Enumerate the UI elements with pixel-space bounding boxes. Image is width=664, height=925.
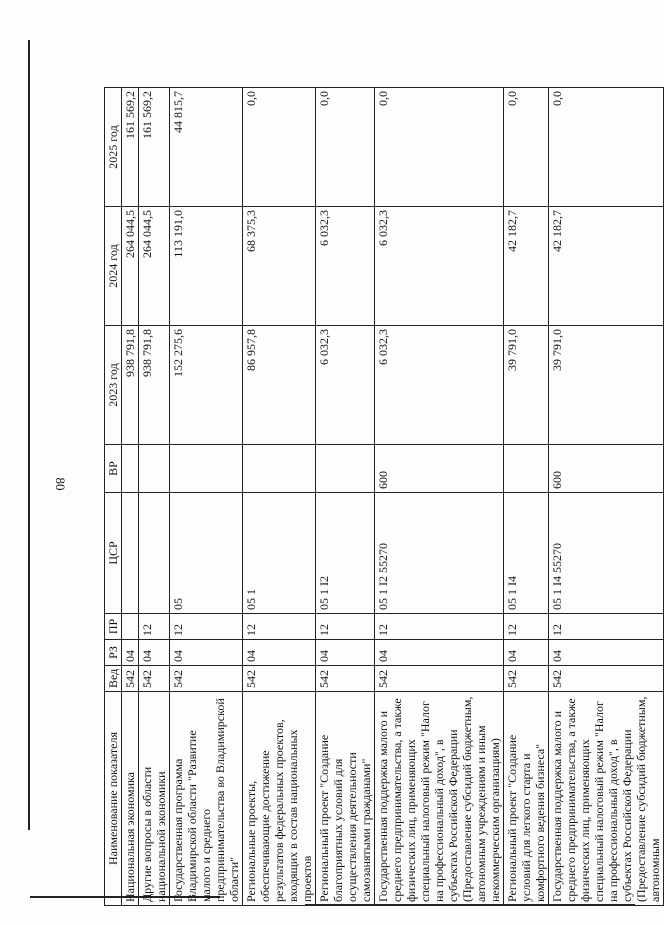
table-row xyxy=(122,88,139,906)
row-vr: 600 xyxy=(375,445,504,493)
row-2024: 42 182,7 xyxy=(504,207,549,326)
table-row xyxy=(139,88,170,906)
table-row xyxy=(170,88,243,906)
header-row xyxy=(105,88,122,906)
row-ved: 542 xyxy=(504,666,549,692)
row-rz: 04 xyxy=(316,640,375,666)
row-vr xyxy=(170,445,243,493)
row-2025: 44 815,7 xyxy=(170,88,243,207)
row-vr xyxy=(504,445,549,493)
row-name: Региональные проекты, обеспечивающие достижение результатов федеральных проектов, входящих в состав национальных проектов xyxy=(243,692,316,906)
table-row xyxy=(316,88,375,906)
row-2023: 6 032,3 xyxy=(316,326,375,445)
header-pr: ПР xyxy=(105,614,122,640)
row-rz: 04 xyxy=(504,640,549,666)
header-2023: 2023 год xyxy=(105,326,122,445)
row-rz: 04 xyxy=(170,640,243,666)
header-csr: ЦСР xyxy=(105,493,122,614)
scan-edge-left xyxy=(28,40,30,830)
row-ved: 542 xyxy=(122,666,139,692)
row-ved: 542 xyxy=(375,666,504,692)
row-2025: 0,0 xyxy=(316,88,375,207)
row-2024: 6 032,3 xyxy=(316,207,375,326)
row-csr xyxy=(122,493,139,614)
row-2024: 264 044,5 xyxy=(139,207,170,326)
row-vr xyxy=(316,445,375,493)
row-rz: 04 xyxy=(549,640,664,666)
row-name: Государственная поддержка малого и среднего предпринимательства, а также физических лиц, применяющих специальный налоговый режим "Налог на профессиональный доход", в субъектах Российской Федерации (Предоставление субсидий бюджетным, автономным xyxy=(549,692,664,906)
row-pr: 12 xyxy=(316,614,375,640)
row-2023: 39 791,0 xyxy=(504,326,549,445)
table-row xyxy=(375,88,504,906)
table-row xyxy=(549,88,664,906)
row-2025: 0,0 xyxy=(243,88,316,207)
header-name: Наименование показателя xyxy=(105,692,122,906)
row-vr xyxy=(139,445,170,493)
row-vr xyxy=(243,445,316,493)
row-csr xyxy=(139,493,170,614)
row-name: Другие вопросы в области национальной экономики xyxy=(139,692,170,906)
row-2023: 6 032,3 xyxy=(375,326,504,445)
row-2024: 42 182,7 xyxy=(549,207,664,326)
row-pr xyxy=(122,614,139,640)
row-2024: 6 032,3 xyxy=(375,207,504,326)
row-vr xyxy=(122,445,139,493)
row-rz: 04 xyxy=(122,640,139,666)
rotated-table-wrapper xyxy=(104,88,662,906)
row-pr: 12 xyxy=(139,614,170,640)
row-pr: 12 xyxy=(549,614,664,640)
row-csr: 05 1 I4 55270 xyxy=(549,493,664,614)
row-csr: 05 1 xyxy=(243,493,316,614)
header-2024: 2024 год xyxy=(105,207,122,326)
row-2023: 938 791,8 xyxy=(122,326,139,445)
row-ved: 542 xyxy=(549,666,664,692)
row-2025: 0,0 xyxy=(549,88,664,207)
budget-table xyxy=(104,87,664,906)
table-row xyxy=(504,88,549,906)
row-ved: 542 xyxy=(243,666,316,692)
row-ved: 542 xyxy=(139,666,170,692)
row-pr: 12 xyxy=(243,614,316,640)
row-2023: 938 791,8 xyxy=(139,326,170,445)
row-rz: 04 xyxy=(139,640,170,666)
row-pr: 12 xyxy=(504,614,549,640)
row-name: Региональный проект "Создание условий для легкого старта и комфортного ведения бизнеса" xyxy=(504,692,549,906)
row-2023: 152 275,6 xyxy=(170,326,243,445)
row-2025: 0,0 xyxy=(504,88,549,207)
header-ved: Вед xyxy=(105,666,122,692)
row-rz: 04 xyxy=(375,640,504,666)
row-vr: 600 xyxy=(549,445,664,493)
row-name: Национальная экономика xyxy=(122,692,139,906)
row-name: Государственная поддержка малого и среднего предпринимательства, а также физических лиц, применяющих специальный налоговый режим "Налог на профессиональный доход", в субъектах Российской Федерации (Предоставление субсидий бюджетным, автономным учреждениям и иным некоммерческим организациям) xyxy=(375,692,504,906)
row-csr: 05 xyxy=(170,493,243,614)
row-2023: 86 957,8 xyxy=(243,326,316,445)
row-csr: 05 1 I4 xyxy=(504,493,549,614)
header-2025: 2025 год xyxy=(105,88,122,207)
row-2025: 0,0 xyxy=(375,88,504,207)
row-csr: 05 1 I2 55270 xyxy=(375,493,504,614)
table-row xyxy=(243,88,316,906)
row-2025: 161 569,2 xyxy=(139,88,170,207)
row-2024: 113 191,0 xyxy=(170,207,243,326)
row-pr: 12 xyxy=(170,614,243,640)
header-rz: РЗ xyxy=(105,640,122,666)
row-ved: 542 xyxy=(170,666,243,692)
row-2024: 264 044,5 xyxy=(122,207,139,326)
row-2024: 68 375,3 xyxy=(243,207,316,326)
row-ved: 542 xyxy=(316,666,375,692)
row-2025: 161 569,2 xyxy=(122,88,139,207)
row-pr: 12 xyxy=(375,614,504,640)
row-name: Государственная программа Владимирской области "Развитие малого и среднего предпринимательства во Владимирской области" xyxy=(170,692,243,906)
row-csr: 05 1 I2 xyxy=(316,493,375,614)
row-name: Региональный проект "Создание благоприятных условий для осуществления деятельности самозанятыми гражданами" xyxy=(316,692,375,906)
page-number: 80 xyxy=(53,477,68,491)
row-rz: 04 xyxy=(243,640,316,666)
header-vr: ВР xyxy=(105,445,122,493)
row-2023: 39 791,0 xyxy=(549,326,664,445)
